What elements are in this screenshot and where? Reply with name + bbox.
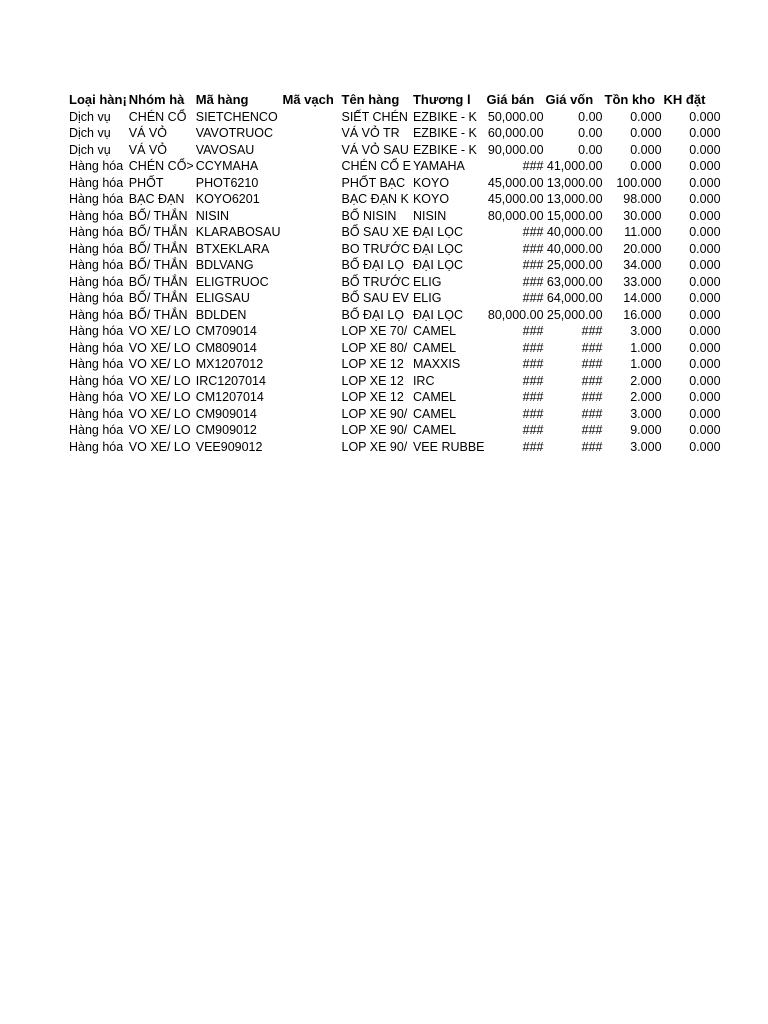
cell-customer-order[interactable]: 0.000 xyxy=(689,390,721,404)
cell-sale-price[interactable]: ### xyxy=(522,423,544,437)
cell-customer-order[interactable]: 0.000 xyxy=(689,274,721,289)
cell-brand[interactable]: CAMEL xyxy=(412,324,457,338)
cell-brand[interactable]: ĐẠI LỌC xyxy=(412,307,463,322)
cell-product-code[interactable]: KOYO6201 xyxy=(195,192,260,206)
cell-product-name[interactable]: BỐ ĐẠI LỌ xyxy=(341,258,405,272)
header-row xyxy=(68,90,722,109)
cell-product-type[interactable]: Hàng hóa xyxy=(69,439,124,454)
cell-stock[interactable]: 9.000 xyxy=(630,423,662,437)
cell-product-code[interactable]: ELIGTRUOC xyxy=(195,274,269,289)
cell-sale-price[interactable]: 80,000.00 xyxy=(487,208,544,223)
cell-product-code[interactable]: CM909012 xyxy=(195,423,257,437)
cell-product-name[interactable]: BỐ SAU XE xyxy=(341,225,409,239)
cell-product-code[interactable]: BDLDEN xyxy=(195,307,247,322)
cell-product-type[interactable]: Hàng hóa xyxy=(69,340,124,355)
cell-customer-order[interactable]: 0.000 xyxy=(689,159,721,173)
cell-sale-price[interactable]: 60,000.00 xyxy=(487,126,544,140)
table-row xyxy=(68,323,722,340)
cell-product-code[interactable]: ELIGSAU xyxy=(195,291,250,305)
cell-product-code[interactable]: KLARABOSAU xyxy=(195,225,281,239)
cell-sale-price[interactable]: 80,000.00 xyxy=(487,307,544,322)
cell-product-type[interactable]: Hàng hóa xyxy=(69,208,124,223)
cell-product-group[interactable]: VÁ VỎ xyxy=(128,126,167,140)
cell-product-name[interactable]: BỐ SAU EV xyxy=(341,291,409,305)
cell-stock[interactable]: 3.000 xyxy=(630,324,662,338)
header-cell-stock[interactable]: Tồn kho xyxy=(604,92,656,107)
cell-barcode[interactable] xyxy=(282,373,341,390)
cell-product-code[interactable]: CM909014 xyxy=(195,406,257,421)
cell-product-name[interactable]: BẠC ĐẠN K xyxy=(341,192,409,206)
cell-customer-order[interactable]: 0.000 xyxy=(689,423,721,437)
header-cell-barcode[interactable]: Mã vạch xyxy=(282,92,334,107)
cell-barcode[interactable] xyxy=(282,158,341,175)
cell-stock[interactable]: 2.000 xyxy=(630,373,662,388)
table-row xyxy=(68,109,722,126)
cell-barcode[interactable] xyxy=(282,257,341,274)
cell-customer-order[interactable]: 0.000 xyxy=(689,357,721,371)
cell-stock[interactable]: 30.000 xyxy=(623,208,662,223)
cell-product-type[interactable]: Hàng hóa xyxy=(69,159,124,173)
cell-brand[interactable]: VEE RUBBE xyxy=(412,439,485,454)
cell-stock[interactable]: 33.000 xyxy=(623,274,662,289)
cell-product-group[interactable]: VO XE/ LO xyxy=(128,423,191,437)
cell-product-code[interactable]: BTXEKLARA xyxy=(195,241,270,256)
cell-stock[interactable]: 98.000 xyxy=(623,192,662,206)
cell-stock[interactable]: 0.000 xyxy=(630,109,662,124)
table-row xyxy=(68,439,722,456)
cell-product-code[interactable]: MX1207012 xyxy=(195,357,264,371)
cell-cost-price[interactable]: 0.00 xyxy=(578,126,603,140)
cell-product-type[interactable]: Hàng hóa xyxy=(69,307,124,322)
cell-customer-order[interactable]: 0.000 xyxy=(689,307,721,322)
cell-cost-price[interactable]: ### xyxy=(581,423,603,437)
cell-stock[interactable]: 2.000 xyxy=(630,390,662,404)
cell-product-name[interactable]: LOP XE 12 xyxy=(341,373,404,388)
cell-sale-price[interactable]: ### xyxy=(522,274,544,289)
cell-product-name[interactable]: BỐ NISIN xyxy=(341,208,397,223)
cell-product-type[interactable]: Dịch vụ xyxy=(69,126,111,140)
cell-stock[interactable]: 16.000 xyxy=(623,307,662,322)
cell-product-group[interactable]: VO XE/ LO xyxy=(128,439,191,454)
cell-product-group[interactable]: CHÉN CỔ xyxy=(128,109,187,124)
cell-stock[interactable]: 14.000 xyxy=(623,291,662,305)
cell-product-group[interactable]: BỐ/ THẮN xyxy=(128,258,188,272)
cell-barcode[interactable] xyxy=(282,307,341,324)
cell-sale-price[interactable]: 50,000.00 xyxy=(487,109,544,124)
cell-cost-price[interactable]: ### xyxy=(581,340,603,355)
table-row xyxy=(68,356,722,373)
cell-cost-price[interactable]: 40,000.00 xyxy=(546,225,603,239)
cell-product-group[interactable]: PHỐT xyxy=(128,175,164,190)
cell-product-name[interactable]: CHÉN CỔ E xyxy=(341,159,411,173)
table-row xyxy=(68,340,722,357)
cell-stock[interactable]: 3.000 xyxy=(630,406,662,421)
cell-barcode[interactable] xyxy=(282,422,341,439)
cell-barcode[interactable] xyxy=(282,389,341,406)
cell-cost-price[interactable]: 41,000.00 xyxy=(546,159,603,173)
cell-product-name[interactable]: VÁ VỎ SAU xyxy=(341,142,409,157)
cell-product-code[interactable]: CM1207014 xyxy=(195,390,264,404)
cell-barcode[interactable] xyxy=(282,142,341,159)
cell-product-group[interactable]: VÁ VỎ xyxy=(128,142,167,157)
cell-cost-price[interactable]: 0.00 xyxy=(578,109,603,124)
cell-cost-price[interactable]: ### xyxy=(581,357,603,371)
cell-brand[interactable]: MAXXIS xyxy=(412,357,461,371)
cell-sale-price[interactable]: ### xyxy=(522,373,544,388)
table-row xyxy=(68,208,722,225)
cell-product-name[interactable]: VÁ VỎ TR xyxy=(341,126,400,140)
cell-barcode[interactable] xyxy=(282,191,341,208)
cell-sale-price[interactable]: 45,000.00 xyxy=(487,192,544,206)
cell-product-type[interactable]: Hàng hóa xyxy=(69,241,124,256)
cell-customer-order[interactable]: 0.000 xyxy=(689,406,721,421)
header-cell-cost-price[interactable]: Giá vốn xyxy=(545,92,594,107)
cell-brand[interactable]: KOYO xyxy=(412,175,450,190)
cell-customer-order[interactable]: 0.000 xyxy=(689,109,721,124)
table-row xyxy=(68,224,722,241)
cell-brand[interactable]: CAMEL xyxy=(412,423,457,437)
header-cell-product-group[interactable]: Nhóm hà xyxy=(128,92,185,107)
cell-product-group[interactable]: BỐ/ THẮN xyxy=(128,241,188,256)
cell-product-code[interactable]: VAVOTRUOC xyxy=(195,126,274,140)
cell-customer-order[interactable]: 0.000 xyxy=(689,192,721,206)
cell-product-type[interactable]: Hàng hóa xyxy=(69,175,124,190)
cell-product-group[interactable]: BỐ/ THẮN xyxy=(128,307,188,322)
cell-cost-price[interactable]: 0.00 xyxy=(578,142,603,157)
cell-product-name[interactable]: PHỐT BẠC xyxy=(341,175,406,190)
cell-barcode[interactable] xyxy=(282,406,341,423)
cell-product-group[interactable]: BỐ/ THẮN xyxy=(128,225,188,239)
cell-product-code[interactable]: CCYMAHA xyxy=(195,159,259,173)
header-cell-brand[interactable]: Thương l xyxy=(412,92,471,107)
cell-product-type[interactable]: Hàng hóa xyxy=(69,291,124,305)
table-row xyxy=(68,175,722,192)
table-row xyxy=(68,125,722,142)
cell-product-group[interactable]: BỐ/ THẮN xyxy=(128,274,188,289)
cell-cost-price[interactable]: 25,000.00 xyxy=(546,307,603,322)
cell-product-code[interactable]: BDLVANG xyxy=(195,258,254,272)
cell-barcode[interactable] xyxy=(282,340,341,357)
cell-product-group[interactable]: BỐ/ THẮN xyxy=(128,291,188,305)
cell-product-group[interactable]: VO XE/ LO xyxy=(128,406,191,421)
cell-stock[interactable]: 11.000 xyxy=(624,225,662,239)
cell-barcode[interactable] xyxy=(282,274,341,291)
inventory-table xyxy=(68,90,722,455)
cell-customer-order[interactable]: 0.000 xyxy=(689,373,721,388)
cell-customer-order[interactable]: 0.000 xyxy=(689,439,721,454)
cell-product-type[interactable]: Dịch vụ xyxy=(69,109,111,124)
cell-brand[interactable]: IRC xyxy=(412,373,435,388)
table-row xyxy=(68,257,722,274)
cell-brand[interactable]: ELIG xyxy=(412,291,442,305)
cell-barcode[interactable] xyxy=(282,290,341,307)
cell-sale-price[interactable]: ### xyxy=(522,225,544,239)
header-cell-sale-price[interactable]: Giá bán xyxy=(486,92,535,107)
cell-brand[interactable]: ELIG xyxy=(412,274,442,289)
cell-product-group[interactable]: VO XE/ LO xyxy=(128,340,191,355)
cell-barcode[interactable] xyxy=(282,109,341,126)
cell-product-code[interactable]: CM809014 xyxy=(195,340,257,355)
header-cell-product-type[interactable]: Loại hàn¡ xyxy=(69,92,127,107)
cell-customer-order[interactable]: 0.000 xyxy=(689,324,721,338)
cell-barcode[interactable] xyxy=(282,125,341,142)
cell-sale-price[interactable]: 90,000.00 xyxy=(487,142,544,157)
cell-product-type[interactable]: Dịch vụ xyxy=(69,142,111,157)
cell-sale-price[interactable]: 45,000.00 xyxy=(487,175,544,190)
cell-brand[interactable]: NISIN xyxy=(412,208,447,223)
cell-product-group[interactable]: CHÉN CỔ> xyxy=(128,159,194,173)
table-row xyxy=(68,142,722,159)
header-cell-product-code[interactable]: Mã hàng xyxy=(195,92,249,107)
cell-cost-price[interactable]: 64,000.00 xyxy=(546,291,603,305)
cell-brand[interactable]: CAMEL xyxy=(412,340,457,355)
cell-product-type[interactable]: Hàng hóa xyxy=(69,406,124,421)
table-row xyxy=(68,422,722,439)
cell-product-name[interactable]: BỐ TRƯỚC xyxy=(341,274,410,289)
cell-sale-price[interactable]: ### xyxy=(522,390,544,404)
cell-product-name[interactable]: LOP XE 90/ xyxy=(341,439,408,454)
table-row xyxy=(68,373,722,390)
cell-barcode[interactable] xyxy=(282,439,341,456)
cell-sale-price[interactable]: ### xyxy=(522,241,544,256)
cell-cost-price[interactable]: ### xyxy=(581,390,603,404)
cell-product-group[interactable]: VO XE/ LO xyxy=(128,373,191,388)
cell-product-code[interactable]: PHOT6210 xyxy=(195,175,259,190)
table-row xyxy=(68,389,722,406)
cell-product-name[interactable]: LOP XE 12 xyxy=(341,357,404,371)
cell-product-code[interactable]: SIETCHENCO xyxy=(195,109,278,124)
cell-product-type[interactable]: Hàng hóa xyxy=(69,274,124,289)
cell-stock[interactable]: 1.000 xyxy=(630,357,662,371)
cell-sale-price[interactable]: ### xyxy=(522,340,544,355)
cell-barcode[interactable] xyxy=(282,224,341,241)
cell-product-type[interactable]: Hàng hóa xyxy=(69,192,124,206)
cell-product-type[interactable]: Hàng hóa xyxy=(69,390,124,404)
cell-sale-price[interactable]: ### xyxy=(522,258,544,272)
cell-cost-price[interactable]: 40,000.00 xyxy=(546,241,603,256)
cell-product-code[interactable]: VEE909012 xyxy=(195,439,263,454)
cell-barcode[interactable] xyxy=(282,208,341,225)
cell-product-code[interactable]: NISIN xyxy=(195,208,230,223)
cell-sale-price[interactable]: ### xyxy=(522,159,544,173)
table-row xyxy=(68,191,722,208)
cell-product-name[interactable]: LOP XE 70/ xyxy=(341,324,408,338)
table-row xyxy=(68,307,722,324)
table-row xyxy=(68,158,722,175)
header-cell-product-name[interactable]: Tên hàng xyxy=(341,92,400,107)
table-row xyxy=(68,274,722,291)
cell-product-group[interactable]: BẠC ĐẠN xyxy=(128,192,185,206)
cell-brand[interactable]: EZBIKE - K xyxy=(412,126,477,140)
cell-product-type[interactable]: Hàng hóa xyxy=(69,324,124,338)
cell-customer-order[interactable]: 0.000 xyxy=(689,126,721,140)
cell-stock[interactable]: 0.000 xyxy=(630,159,662,173)
cell-sale-price[interactable]: ### xyxy=(522,406,544,421)
cell-product-type[interactable]: Hàng hóa xyxy=(69,373,124,388)
spreadsheet xyxy=(68,90,722,455)
cell-customer-order[interactable]: 0.000 xyxy=(689,225,721,239)
cell-product-type[interactable]: Hàng hóa xyxy=(69,225,124,239)
cell-customer-order[interactable]: 0.000 xyxy=(689,340,721,355)
cell-cost-price[interactable]: 25,000.00 xyxy=(546,258,603,272)
cell-cost-price[interactable]: ### xyxy=(581,406,603,421)
cell-cost-price[interactable]: 13,000.00 xyxy=(546,192,603,206)
cell-barcode[interactable] xyxy=(282,175,341,192)
cell-product-group[interactable]: VO XE/ LO xyxy=(128,324,191,338)
cell-brand[interactable]: EZBIKE - K xyxy=(412,109,477,124)
table-row xyxy=(68,406,722,423)
cell-customer-order[interactable]: 0.000 xyxy=(689,291,721,305)
cell-product-name[interactable]: SIẾT CHÉN xyxy=(341,109,408,124)
header-cell-customer-order[interactable]: KH đặt xyxy=(663,92,706,107)
cell-product-name[interactable]: LOP XE 80/ xyxy=(341,340,408,355)
cell-sale-price[interactable]: ### xyxy=(522,357,544,371)
cell-cost-price[interactable]: ### xyxy=(581,324,603,338)
cell-product-code[interactable]: VAVOSAU xyxy=(195,142,255,157)
cell-brand[interactable]: YAMAHA xyxy=(412,159,465,173)
cell-product-name[interactable]: LOP XE 90/ xyxy=(341,423,408,437)
cell-sale-price[interactable]: ### xyxy=(522,439,544,454)
cell-stock[interactable]: 3.000 xyxy=(630,439,662,454)
cell-brand[interactable]: KOYO xyxy=(412,192,450,206)
cell-stock[interactable]: 0.000 xyxy=(630,142,662,157)
cell-product-name[interactable]: LOP XE 12 xyxy=(341,390,404,404)
cell-barcode[interactable] xyxy=(282,356,341,373)
table-row xyxy=(68,241,722,258)
cell-customer-order[interactable]: 0.000 xyxy=(689,142,721,157)
cell-barcode[interactable] xyxy=(282,323,341,340)
cell-product-code[interactable]: CM709014 xyxy=(195,324,257,338)
cell-barcode[interactable] xyxy=(282,241,341,258)
cell-stock[interactable]: 0.000 xyxy=(630,126,662,140)
cell-product-group[interactable]: VO XE/ LO xyxy=(128,357,191,371)
cell-customer-order[interactable]: 0.000 xyxy=(689,208,721,223)
table-body xyxy=(68,109,722,456)
cell-brand[interactable]: ĐẠI LỌC xyxy=(412,241,463,256)
cell-stock[interactable]: 34.000 xyxy=(623,258,662,272)
cell-product-type[interactable]: Hàng hóa xyxy=(69,258,124,272)
cell-brand[interactable]: EZBIKE - K xyxy=(412,142,477,157)
cell-cost-price[interactable]: 13,000.00 xyxy=(546,175,603,190)
cell-product-name[interactable]: BO TRƯỚC xyxy=(341,241,410,256)
cell-cost-price[interactable]: ### xyxy=(581,439,603,454)
cell-sale-price[interactable]: ### xyxy=(522,324,544,338)
cell-cost-price[interactable]: ### xyxy=(581,373,603,388)
cell-customer-order[interactable]: 0.000 xyxy=(689,175,721,190)
cell-brand[interactable]: ĐẠI LỌC xyxy=(412,258,463,272)
cell-product-name[interactable]: BỐ ĐẠI LỌ xyxy=(341,307,405,322)
cell-sale-price[interactable]: ### xyxy=(522,291,544,305)
cell-brand[interactable]: ĐẠI LỌC xyxy=(412,225,463,239)
cell-product-type[interactable]: Hàng hóa xyxy=(69,423,124,437)
cell-brand[interactable]: CAMEL xyxy=(412,406,457,421)
cell-brand[interactable]: CAMEL xyxy=(412,390,457,404)
cell-product-type[interactable]: Hàng hóa xyxy=(69,357,124,371)
cell-stock[interactable]: 100.000 xyxy=(616,175,662,190)
cell-stock[interactable]: 1.000 xyxy=(630,340,662,355)
cell-stock[interactable]: 20.000 xyxy=(623,241,662,256)
cell-cost-price[interactable]: 15,000.00 xyxy=(546,208,603,223)
table-row xyxy=(68,290,722,307)
cell-product-code[interactable]: IRC1207014 xyxy=(195,373,266,388)
cell-product-name[interactable]: LOP XE 90/ xyxy=(341,406,408,421)
cell-product-group[interactable]: VO XE/ LO xyxy=(128,390,191,404)
cell-cost-price[interactable]: 63,000.00 xyxy=(546,274,603,289)
cell-customer-order[interactable]: 0.000 xyxy=(689,258,721,272)
cell-product-group[interactable]: BỐ/ THẮN xyxy=(128,208,188,223)
cell-customer-order[interactable]: 0.000 xyxy=(689,241,721,256)
